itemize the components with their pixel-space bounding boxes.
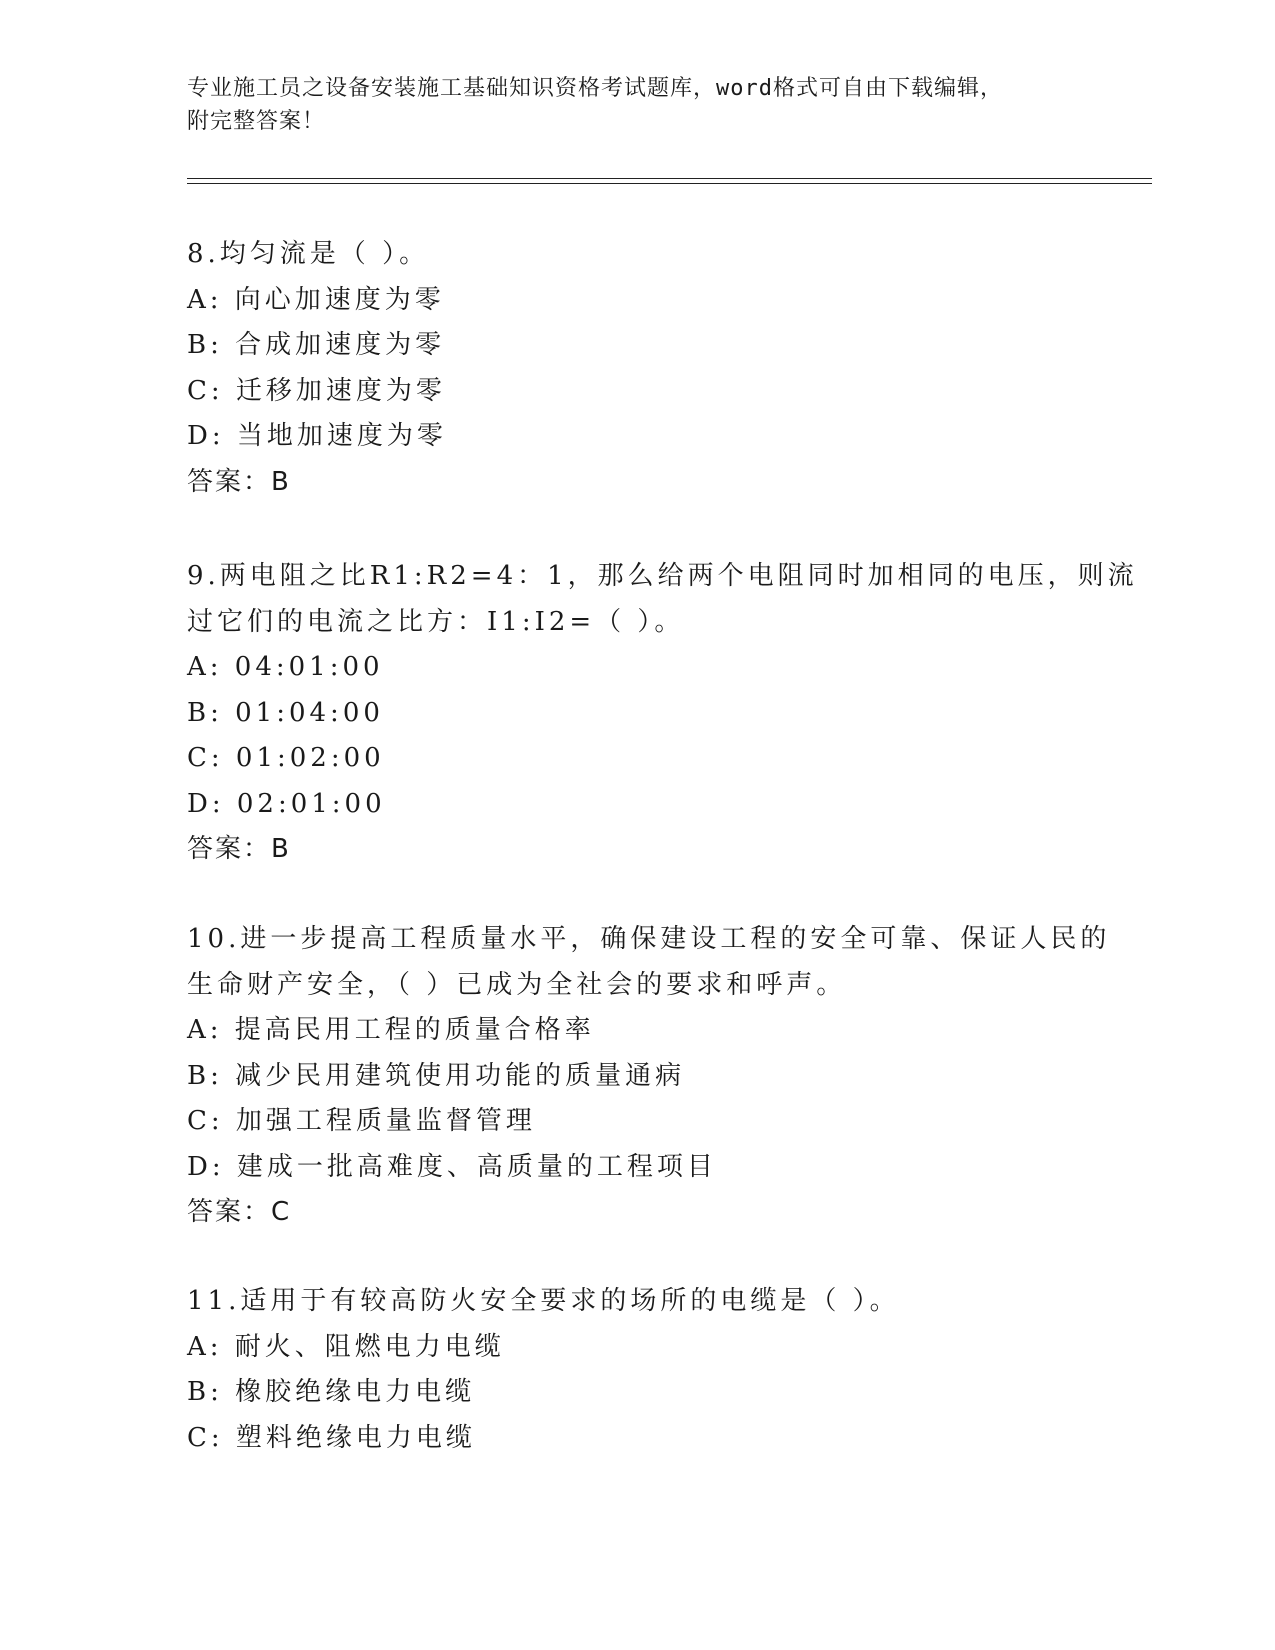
option-b: B: 01:04:00	[187, 697, 384, 728]
question-block	[187, 1279, 1087, 1461]
answer-line: 答案：B	[187, 834, 291, 864]
option-a: A: 向心加速度为零	[187, 284, 445, 315]
option-d: D: 建成一批高难度、高质量的工程项目	[187, 1151, 717, 1182]
header-line: 专业施工员之设备安装施工基础知识资格考试题库，word格式可自由下载编辑，	[187, 76, 1003, 101]
option-a: A: 提高民用工程的质量合格率	[187, 1015, 595, 1045]
document-header	[187, 72, 1087, 138]
option-a: A: 耐火、阻燃电力电缆	[187, 1331, 505, 1362]
question-stem: 8.均匀流是（ ）。	[187, 239, 430, 269]
header-divider	[187, 183, 1152, 184]
question-block	[187, 554, 1138, 873]
header-line: 附完整答案！	[187, 109, 326, 134]
header-divider	[187, 178, 1152, 179]
question-stem: 10.进一步提高工程质量水平，确保建设工程的安全可靠、保证人民的	[187, 924, 1111, 954]
option-c: C: 迁移加速度为零	[187, 375, 446, 406]
question-block	[187, 232, 1087, 505]
option-a: A: 04:01:00	[187, 652, 384, 682]
option-d: D: 02:01:00	[187, 788, 386, 819]
question-stem: 9.两电阻之比R1:R2=4：1，那么给两个电阻同时加相同的电压，则流	[187, 561, 1138, 591]
option-c: C: 加强工程质量监督管理	[187, 1106, 536, 1136]
option-b: B: 合成加速度为零	[187, 330, 446, 360]
option-b: B: 橡胶绝缘电力电缆	[187, 1377, 476, 1407]
option-b: B: 减少民用建筑使用功能的质量通病	[187, 1060, 686, 1091]
option-c: C: 01:02:00	[187, 743, 385, 773]
question-stem: 生命财产安全，（ ）已成为全社会的要求和呼声。	[187, 969, 847, 1000]
answer-line: 答案：B	[187, 466, 291, 497]
option-c: C: 塑料绝缘电力电缆	[187, 1422, 476, 1453]
question-stem: 11.适用于有较高防火安全要求的场所的电缆是（ ）。	[187, 1286, 900, 1316]
question-block	[187, 917, 1111, 1236]
option-d: D: 当地加速度为零	[187, 421, 447, 451]
question-stem: 过它们的电流之比方：I1:I2=（ ）。	[187, 606, 685, 637]
answer-line: 答案：C	[187, 1197, 292, 1227]
